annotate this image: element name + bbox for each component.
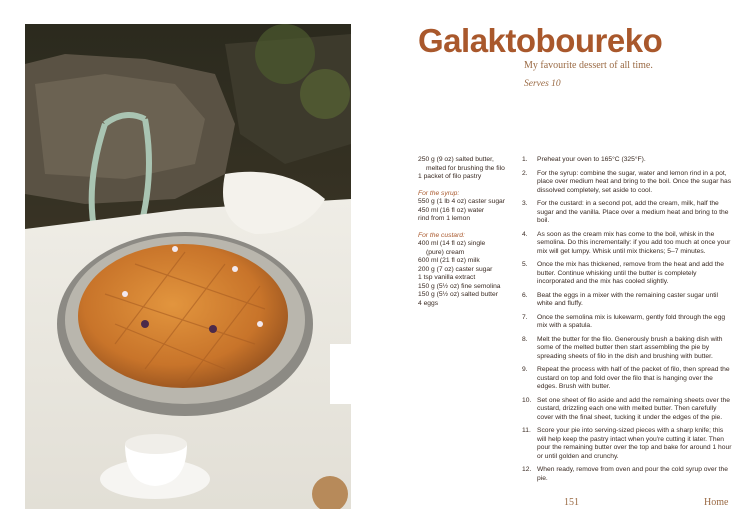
galaktoboureko-photo-illustration (25, 24, 351, 509)
ingredient: melted for brushing the filo (426, 164, 505, 172)
method-step (522, 231, 734, 257)
servings: Serves 10 (524, 79, 561, 89)
syrup-heading: For the syrup: (418, 189, 460, 197)
recipe-title: Galaktoboureko (418, 22, 663, 59)
step-number: 4. (522, 230, 528, 238)
method-step (522, 261, 734, 287)
step-text: Once the mix has thickened, remove from the heat and add the butter. Continue whisking until the butter is completely incorporated and the mix has cooled slightly. (537, 261, 724, 285)
method-step (522, 156, 734, 165)
step-number: 9. (522, 366, 528, 373)
method-step (522, 200, 734, 226)
ingredient: 150 g (5½ oz) salted butter (418, 291, 498, 298)
method-step (522, 466, 734, 483)
step-number: 5. (522, 261, 528, 268)
ingredients-syrup (418, 190, 518, 224)
ingredients-custard (418, 232, 518, 309)
ingredients-list (418, 156, 518, 316)
method-steps (522, 156, 734, 488)
ingredient: (pure) cream (426, 248, 465, 256)
ingredient: 600 ml (21 fl oz) milk (418, 257, 480, 264)
step-text: As soon as the cream mix has come to the boil, whisk in the semolina. Do this incrementally: if you add too much at once your mix will get lumpy. Whisk until mix thickens; 5–7 minutes. (537, 230, 731, 255)
recipe-photo (25, 24, 351, 509)
method-step (522, 397, 734, 423)
step-text: Beat the eggs in a mixer with the remaining caster sugar until white and fluffy. (537, 291, 719, 307)
step-number: 12. (522, 466, 532, 473)
page-number: 151 (564, 497, 579, 508)
step-number: 10. (522, 396, 532, 404)
ingredient: 1 tsp vanilla extract (418, 274, 476, 281)
step-text: Repeat the process with half of the packet of filo, then spread the custard on top and fold over the filo that is hanging over the edges. Brush with butter. (537, 366, 730, 390)
ingredient: 250 g (9 oz) salted butter, (418, 156, 494, 163)
ingredient: 450 ml (16 fl oz) water (418, 206, 485, 214)
method-step (522, 170, 734, 196)
ingredient: 400 ml (14 fl oz) single (418, 240, 486, 247)
ingredients-base (418, 156, 518, 182)
method-step (522, 314, 734, 331)
step-number: 8. (522, 335, 528, 343)
step-text: Preheat your oven to 165°C (325°F). (537, 156, 646, 163)
method-step (522, 292, 734, 309)
method-step (522, 366, 734, 392)
section-name: Home (704, 497, 729, 508)
ingredient: rind from 1 lemon (418, 215, 471, 222)
recipe-subtitle: My favourite dessert of all time. (524, 60, 653, 71)
step-text: For the syrup: combine the sugar, water and lemon rind in a pot, place over medium heat and bring to the boil. Once the sugar has dissolved completely, set aside to cool. (537, 169, 732, 194)
step-number: 1. (522, 156, 528, 163)
step-number: 2. (522, 169, 528, 177)
step-text: Score your pie into serving-sized pieces with a sharp knife; this will help keep the pastry intact when you're cutting it later. Then pour the remaining butter over the top and bake for around 1 hour or until golden and crunchy. (537, 427, 732, 460)
step-number: 7. (522, 313, 528, 321)
step-text: For the custard: in a second pot, add the cream, milk, half the sugar and the vanilla. Place over a medium heat and bring to the boil. (537, 200, 729, 224)
step-text: Once the semolina mix is lukewarm, gently fold through the egg mix with a spatula. (537, 313, 726, 329)
ingredient: 1 packet of filo pastry (418, 173, 482, 180)
ingredient: 4 eggs (418, 299, 439, 307)
step-number: 11. (522, 427, 531, 434)
method-step (522, 427, 734, 461)
step-number: 6. (522, 291, 528, 299)
step-text: Melt the butter for the filo. Generously brush a baking dish with some of the melted butter then start assembling the pie by spreading sheets of filo in the dish and brushing with butter. (537, 335, 723, 360)
step-text: When ready, remove from oven and pour the cold syrup over the pie. (537, 466, 728, 482)
ingredient: 150 g (5½ oz) fine semolina (418, 282, 501, 290)
ingredient: 200 g (7 oz) caster sugar (418, 265, 493, 273)
ingredient: 550 g (1 lb 4 oz) caster sugar (418, 198, 505, 205)
method-step (522, 336, 734, 362)
custard-heading: For the custard: (418, 231, 465, 239)
step-number: 3. (522, 200, 528, 207)
step-text: Set one sheet of filo aside and add the remaining sheets over the custard, drizzling each one with melted butter. Then carefully cover with the final sheet, tucking it under the edges of the pie. (537, 396, 730, 421)
